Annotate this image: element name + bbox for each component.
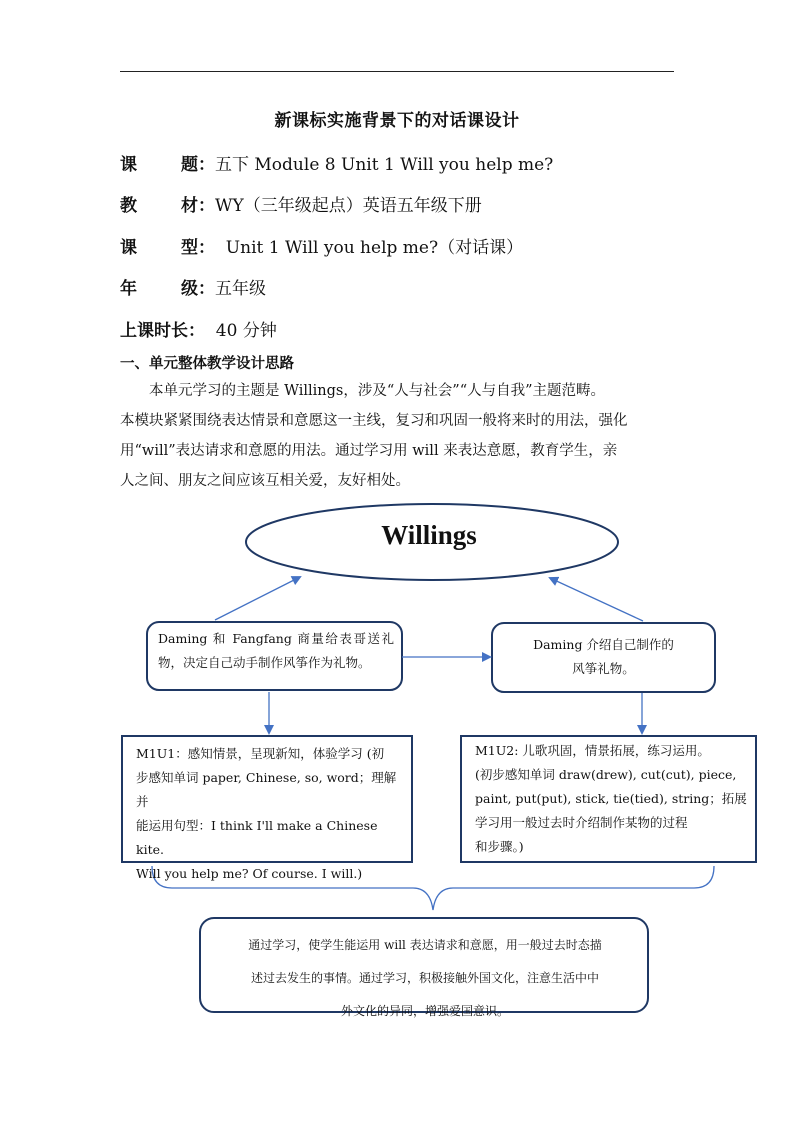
box-line: Daming 介绍自己制作的 [533,637,674,652]
summary-line: 述过去发生的事情。通过学习，积极接触外国文化，注意生活中中 [250,971,599,985]
detail-line: M1U1：感知情景，呈现新知，体验学习 (初 [136,746,385,761]
detail-line: 学习用一般过去时介绍制作某物的过程 [475,815,688,830]
section-heading: 一、单元整体教学设计思路 [120,356,294,372]
field-lesson-type-label: 课 型： [120,238,215,258]
summary-line: 外文化的异同，增强爱国意识。 [340,1004,509,1018]
left-detail-text [136,742,406,886]
field-duration-value: 40 分钟 [205,321,277,341]
summary-line: 通过学习，使学生能运用 will 表达请求和意愿，用一般过去时态描 [248,938,602,952]
box-line: 风筝礼物。 [572,661,635,676]
field-lesson-type-value: Unit 1 Will you help me?（对话课） [215,238,524,258]
field-topic-label: 课 题： [120,155,215,175]
right-detail-text [475,739,751,859]
detail-line: 步感知单词 paper, Chinese, so, word；理解并 [136,770,397,809]
left-box-text [158,627,394,675]
paragraph-line: 本模块紧紧围绕表达情景和意愿这一主线，复习和巩固一般将来时的用法，强化 [120,413,628,429]
detail-line: 和步骤。) [475,839,524,854]
page-title: 新课标实施背景下的对话课设计 [274,111,520,131]
paragraph-line: 人之间、朋友之间应该互相关爱，友好相处。 [120,473,410,489]
field-topic-value: 五下 Module 8 Unit 1 Will you help me? [215,155,554,175]
field-duration-label: 上课时长： [120,321,205,341]
detail-line: Will you help me? Of course. I will.) [136,866,363,881]
willings-label: Willings [381,520,477,550]
arrow-right-up [550,578,643,621]
field-textbook-label: 教 材： [120,196,215,216]
detail-line: M1U2: 儿歌巩固，情景拓展，练习运用。 [475,743,710,758]
field-grade-value: 五年级 [215,279,266,299]
field-grade-label: 年 级： [120,279,215,299]
detail-line: (初步感知单词 draw(drew), cut(cut), piece, [475,767,737,782]
detail-line: 能运用句型：I think I'll make a Chinese kite. [136,818,378,857]
field-textbook-value: WY（三年级起点）英语五年级下册 [215,196,482,216]
detail-line: paint, put(put), stick, tie(tied), string；拓展 [475,791,747,806]
arrow-left-up [215,577,300,620]
paragraph-line: 本单元学习的主题是 Willings，涉及“人与社会”“人与自我”主题范畴。 [149,383,606,399]
paragraph-line: 用“will”表达请求和意愿的用法。通过学习用 will 来表达意愿，教育学生，亲 [120,443,618,459]
bottom-box-text [220,929,630,1028]
box-line: Daming 和 Fangfang 商量给表哥送礼 [158,631,394,646]
box-line: 物，决定自己动手制作风筝作为礼物。 [158,655,371,670]
right-box-text [500,633,707,681]
